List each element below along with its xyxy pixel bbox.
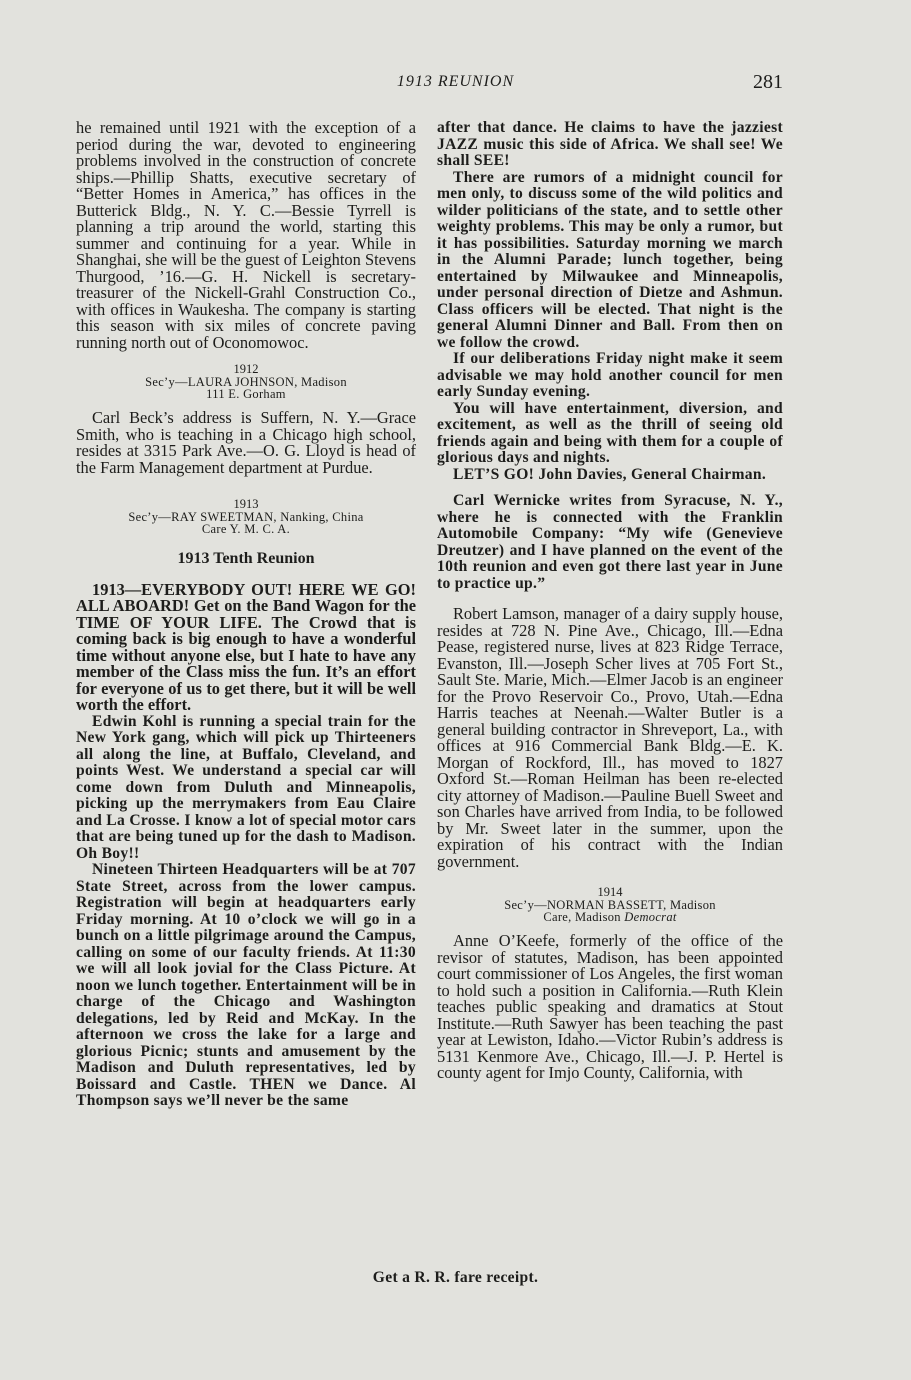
reunion-paragraph-7: You will have entertainment, diversion, and excitement, as well as the thrill of seeing old friends again and being with them for a couple of glorious days and nights. — [437, 399, 783, 466]
reunion-paragraph-6: If our deliberations Friday night make it seem advisable we may hold another council for men early Sunday evening. — [437, 350, 783, 400]
secretary-line-1914: Sec’y—NORMAN BASSETT, Madison — [504, 898, 716, 912]
secretary-address-1914 — [437, 911, 783, 923]
running-head — [0, 73, 911, 97]
class-notes-1914: Anne O’Keefe, formerly of the office of the revisor of statutes, Madison, has been appointed court commissioner of Los Angeles, the first woman to hold such a position in California.—Ruth Klein teaches public speaking and dramatics at Stout Institute.—Ruth Sawyer has been teaching the past year at Lewiston, Idaho.—Victor Rubin’s address is 5131 Kenmore Ave., Chicago, Ill.—J. P. Hertel is county agent for Imjo County, California, with — [437, 931, 783, 1082]
page-number: 281 — [753, 71, 783, 93]
newspaper-name: Democrat — [624, 910, 677, 924]
class-notes-1913: Robert Lamson, manager of a dairy supply house, resides at 728 N. Pine Ave., Chicago, Ill.—Edna Pease, registered nurse, lives at 823 Ridge Terrace, Evanston, Ill.—Joseph Scher lives at 705 Fort St., Sault Ste. Marie, Mich.—Elmer Jacob is an engineer for the Provo Reservoir Co., Provo, Utah.—Edna Harris teaches at Neenah.—Walter Butler is a general building contractor in Shreveport, La., with offices at 916 Commercial Bank Bldg.—E. K. Morgan of Rockford, Ill., has moved to 1827 Oxford St.—Roman Heilman has been re-elected city attorney of Madison.—Pauline Buell Sweet and son Charles have arrived from India, to be followed by Mr. Sweet later in the summer, upon the expiration of his contract with the Indian government. — [437, 604, 783, 871]
secretary-address-1913: Care Y. M. C. A. — [201, 522, 291, 536]
footer-note: Get a R. R. fare receipt. — [372, 1269, 539, 1286]
left-column — [76, 120, 416, 1110]
reunion-signoff: LET’S GO! John Davies, General Chairman. — [453, 465, 767, 483]
secretary-line-1913: Sec’y—RAY SWEETMAN, Nanking, China — [128, 510, 364, 524]
reunion-paragraph-2: Edwin Kohl is running a special train for the New York gang, which will pick up Thirteeners all along the line, at Buffalo, Cleveland, and points West. We understand a special car will come down from Duluth and Minneapolis, picking up the merrymakers from Eau Claire and La Crosse. I know a lot of special motor cars that are being tuned up for the dash to Madison. Oh Boy!! — [76, 712, 416, 862]
running-title: 1913 REUNION — [396, 73, 515, 90]
reunion-heading: 1913 Tenth Reunion — [177, 550, 315, 567]
class-year-1913: 1913 — [233, 497, 259, 511]
class-year-1914: 1914 — [597, 885, 623, 899]
reunion-paragraph-5: There are rumors of a midnight council for men only, to discuss some of the wild politics and wilder politicians of the state, and to settle other weighty problems. This may be only a rumor, but it has possibilities. Saturday morning we march in the Alumni Parade; lunch together, being entertained by Milwaukee and Minneapolis, under personal direction of Dietze and Ashmun. Class officers will be elected. That night is the general Alumni Dinner and Ball. From then on we follow the crowd. — [437, 168, 783, 351]
class-year-1912: 1912 — [233, 362, 259, 376]
class-notes-1912: Carl Beck’s address is Suffern, N. Y.—Grace Smith, who is teaching in a Chicago high school, resides at 3315 Park Ave.—O. G. Lloyd is head of the Farm Management department at Purdue. — [76, 408, 416, 477]
secretary-line-1912: Sec’y—LAURA JOHNSON, Madison — [145, 375, 347, 389]
secretary-address-1914-prefix: Care, Madison — [543, 910, 625, 924]
reunion-paragraph-1: 1913—EVERYBODY OUT! HERE WE GO! ALL ABOARD! Get on the Band Wagon for the TIME OF YOUR LIFE. The Crowd that is coming back is big enough to have a wonderful time without anyone else, but I hate to have any member of the Class miss the fun. It’s an effort for everyone of us to get there, but it will be well worth the effort. — [76, 579, 416, 714]
right-column — [437, 120, 783, 1082]
wernicke-letter: Carl Wernicke writes from Syracuse, N. Y., where he is connected with the Franklin Automobile Company: “My wife (Genevieve Dreutzer) and I have planned on the event of the 10th reunion and even got there last year in June to practice up.” — [437, 492, 783, 592]
reunion-paragraph-3: Nineteen Thirteen Headquarters will be at 707 State Street, across from the lower campus. Registration will begin at headquarters early Friday morning. At 10 o’clock we will go in a bunch on a little pilgrimage around the Campus, calling on some of our faculty friends. At 11:30 we will all look jovial for the Class Picture. At noon we lunch together. Entertainment will be in charge of the Chicago and Washington delegations, led by Reid and McKay. In the afternoon we cross the lake for a large and glorious Picnic; stunts and amusement by the Madison and Duluth representatives, led by Boissard and Castle. THEN we Dance. Al Thompson says we’ll never be the same — [76, 861, 416, 1109]
secretary-address-1912: 111 E. Gorham — [206, 387, 286, 401]
continued-paragraph: he remained until 1921 with the exception of a period during the war, devoted to engineering problems involved in the construction of concrete ships.—Phillip Shatts, executive secretary of “Better Homes in America,” has offices in the Butterick Bldg., N. Y. C.—Bessie Tyrrell is planning a trip around the world, starting this summer and continuing for a year. While in Shanghai, she will be the guest of Leighton Stevens Thurgood, ’16.—G. H. Nickell is secretary-treasurer of the Nickell-Grahl Construction Co., with offices in Waukesha. The company is starting this season with six miles of concrete paving running north out of Oconomowoc. — [76, 118, 416, 352]
reunion-paragraph-4: after that dance. He claims to have the jazziest JAZZ music this side of Africa. We shall see! We shall SEE! — [437, 119, 783, 169]
